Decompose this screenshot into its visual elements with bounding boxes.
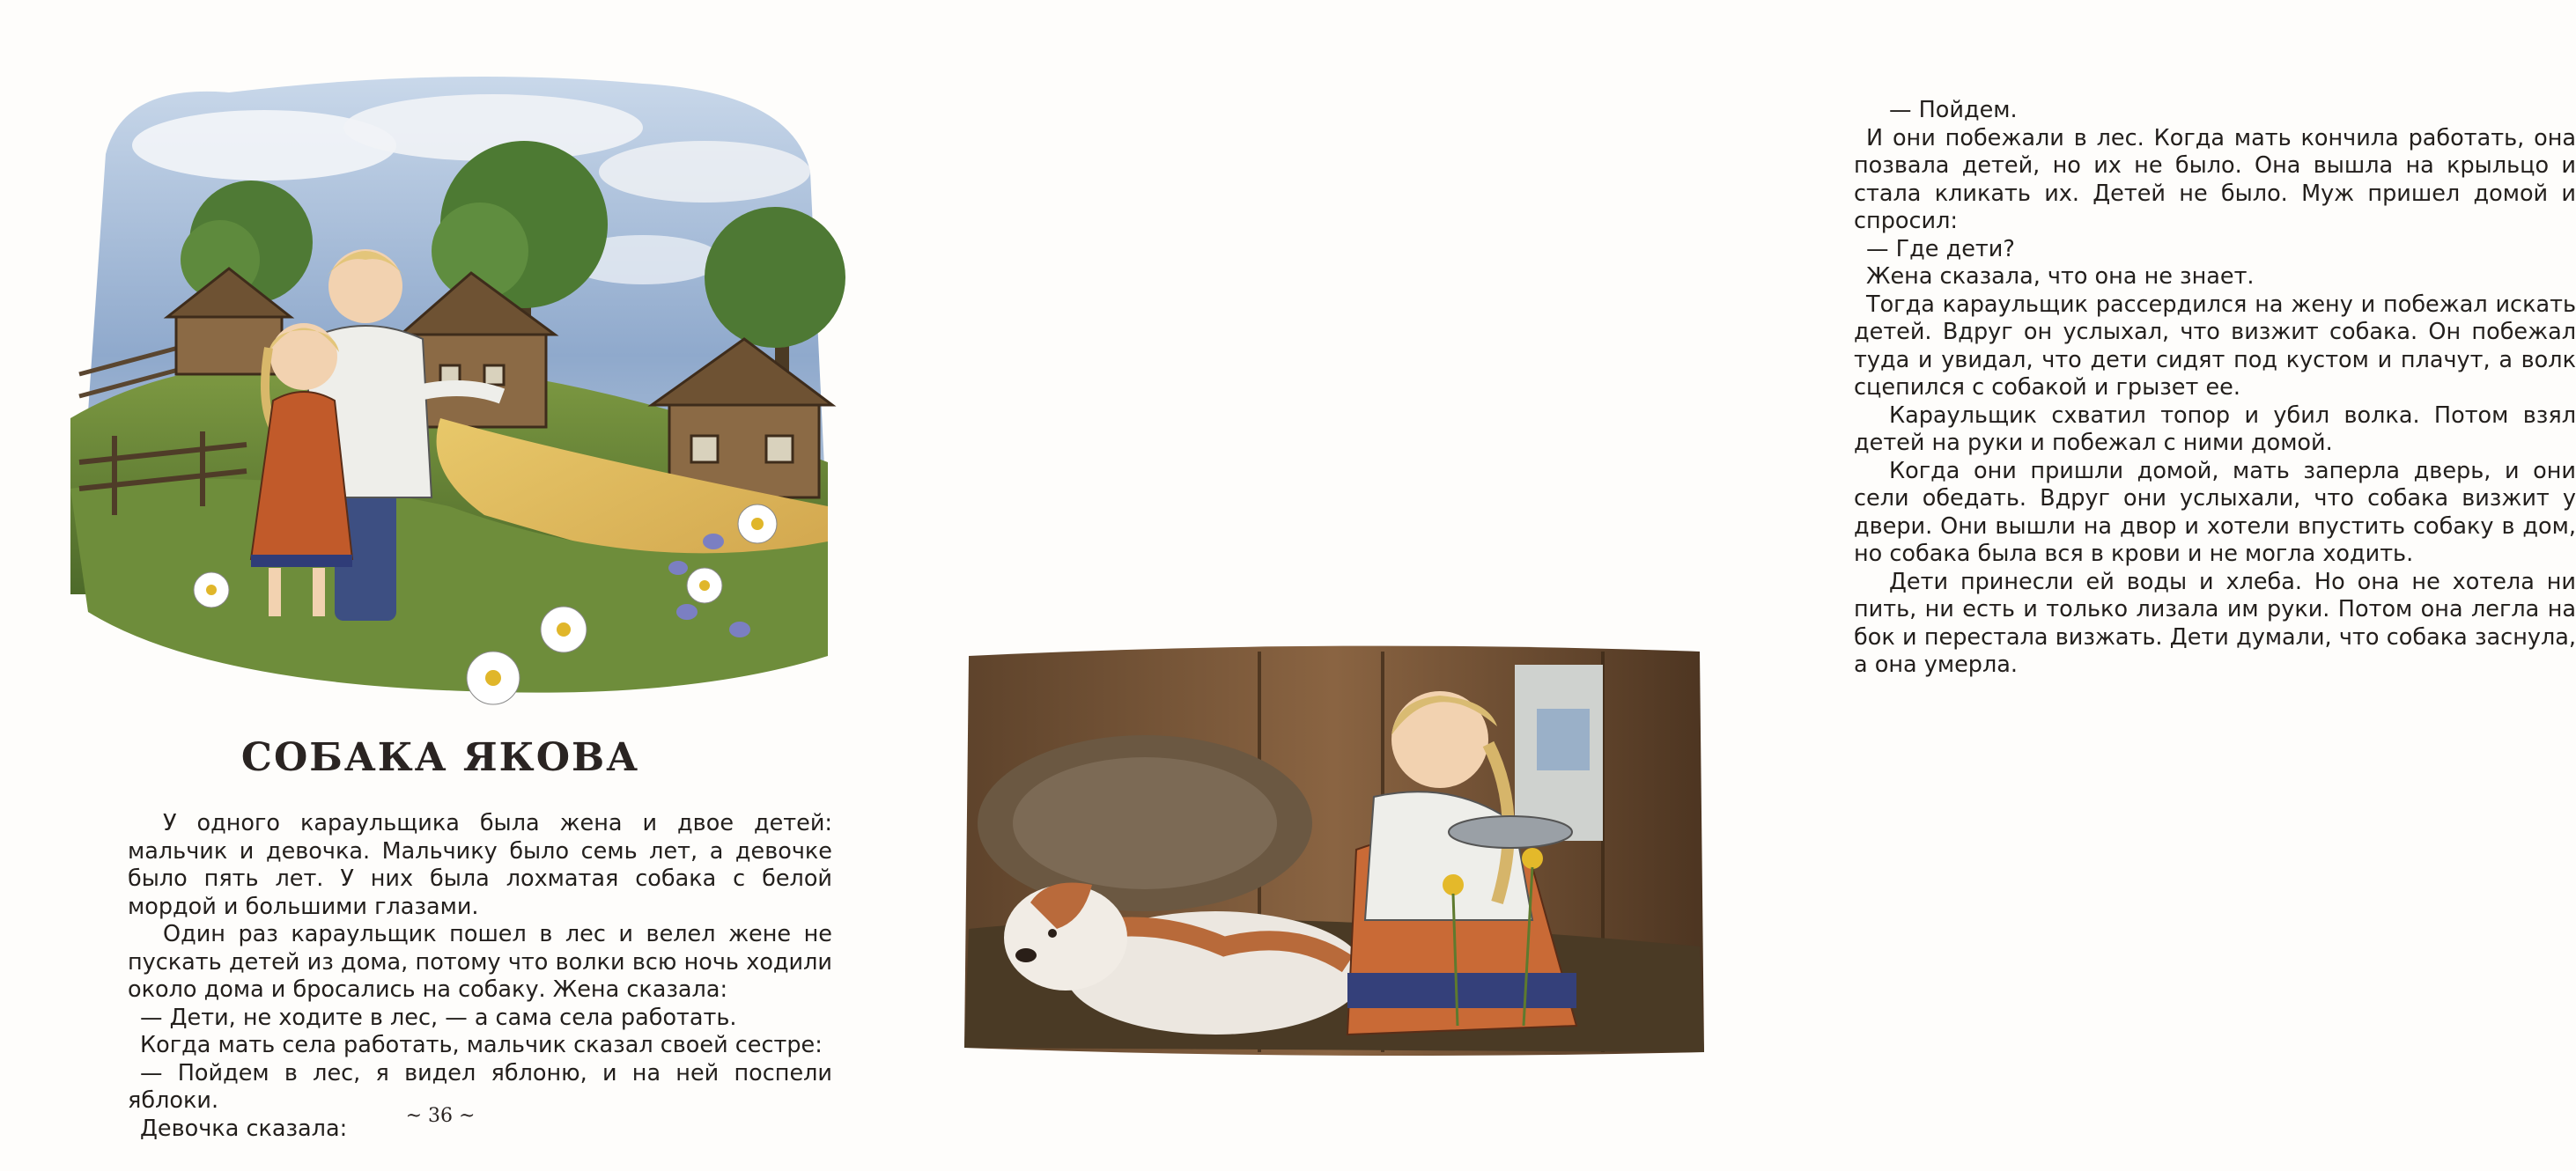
right-story-text bbox=[1854, 97, 2576, 680]
paragraph: Дети принесли ей воды и хлеба. Но она не хотела ни пить, ни есть и только лизала им руки. Потом она легла на бок и перестала визжать. Дети думали, что собака заснула, а она умерла. bbox=[1854, 568, 2576, 678]
paragraph: У одного караульщика была жена и двое детей: мальчик и девочка. Мальчику было семь лет, а девочке было пять лет. У них была лохматая собака с белой мордой и большими глазами. bbox=[128, 810, 832, 920]
story-title: СОБАКА ЯКОВА bbox=[240, 735, 640, 780]
dialogue-line: — Где дети? bbox=[1866, 235, 2015, 262]
paragraph: Караульщик схватил топор и убил волка. Потом взял детей на руки и побежал с ними домой. bbox=[1854, 401, 2576, 456]
right-page bbox=[881, 0, 2576, 1171]
paragraph: Один раз караульщик пошел в лес и велел жене не пускать детей из дома, потому что волки всю ночь ходили около дома и бросались на собаку. Жена сказала: bbox=[128, 921, 832, 1003]
left-page bbox=[0, 0, 881, 1171]
paragraph: Девочка сказала: bbox=[140, 1115, 348, 1142]
paragraph: Жена сказала, что она не знает. bbox=[1866, 263, 2255, 290]
paragraph: Тогда караульщик рассердился на жену и побежал искать детей. Вдруг он услыхал, что визжит собака. Он побежал туда и увидал, что дети сидят под кустом и плачут, а волк сцепился с собакой и грызет ее. bbox=[1854, 291, 2576, 401]
dialogue-line: — Пойдем в лес, я видел яблоню, и на ней поспели яблоки. bbox=[128, 1059, 832, 1114]
dialogue-line: — Дети, не ходите в лес, — а сама села работать. bbox=[140, 1004, 737, 1031]
paragraph: Когда мать села работать, мальчик сказал своей сестре: bbox=[140, 1032, 823, 1058]
paragraph: И они побежали в лес. Когда мать кончила работать, она позвала детей, но их не было. Она вышла на крыльцо и стала кликать их. Детей не было. Муж пришел домой и спросил: bbox=[1854, 124, 2576, 234]
dialogue-line: — Пойдем. bbox=[1889, 97, 2018, 123]
girl-and-dog-illustration bbox=[960, 638, 1709, 1061]
paragraph: Когда они пришли домой, мать заперла дверь, и они сели обедать. Вдруг они услыхали, что собака визжит у двери. Они вышли на двор и хотели впустить собаку в дом, но собака была вся в крови и не могла ходить. bbox=[1854, 457, 2576, 567]
village-children-illustration bbox=[70, 48, 837, 709]
page-number: ~ 36 ~ bbox=[405, 1105, 476, 1127]
left-story-text bbox=[128, 810, 832, 1143]
